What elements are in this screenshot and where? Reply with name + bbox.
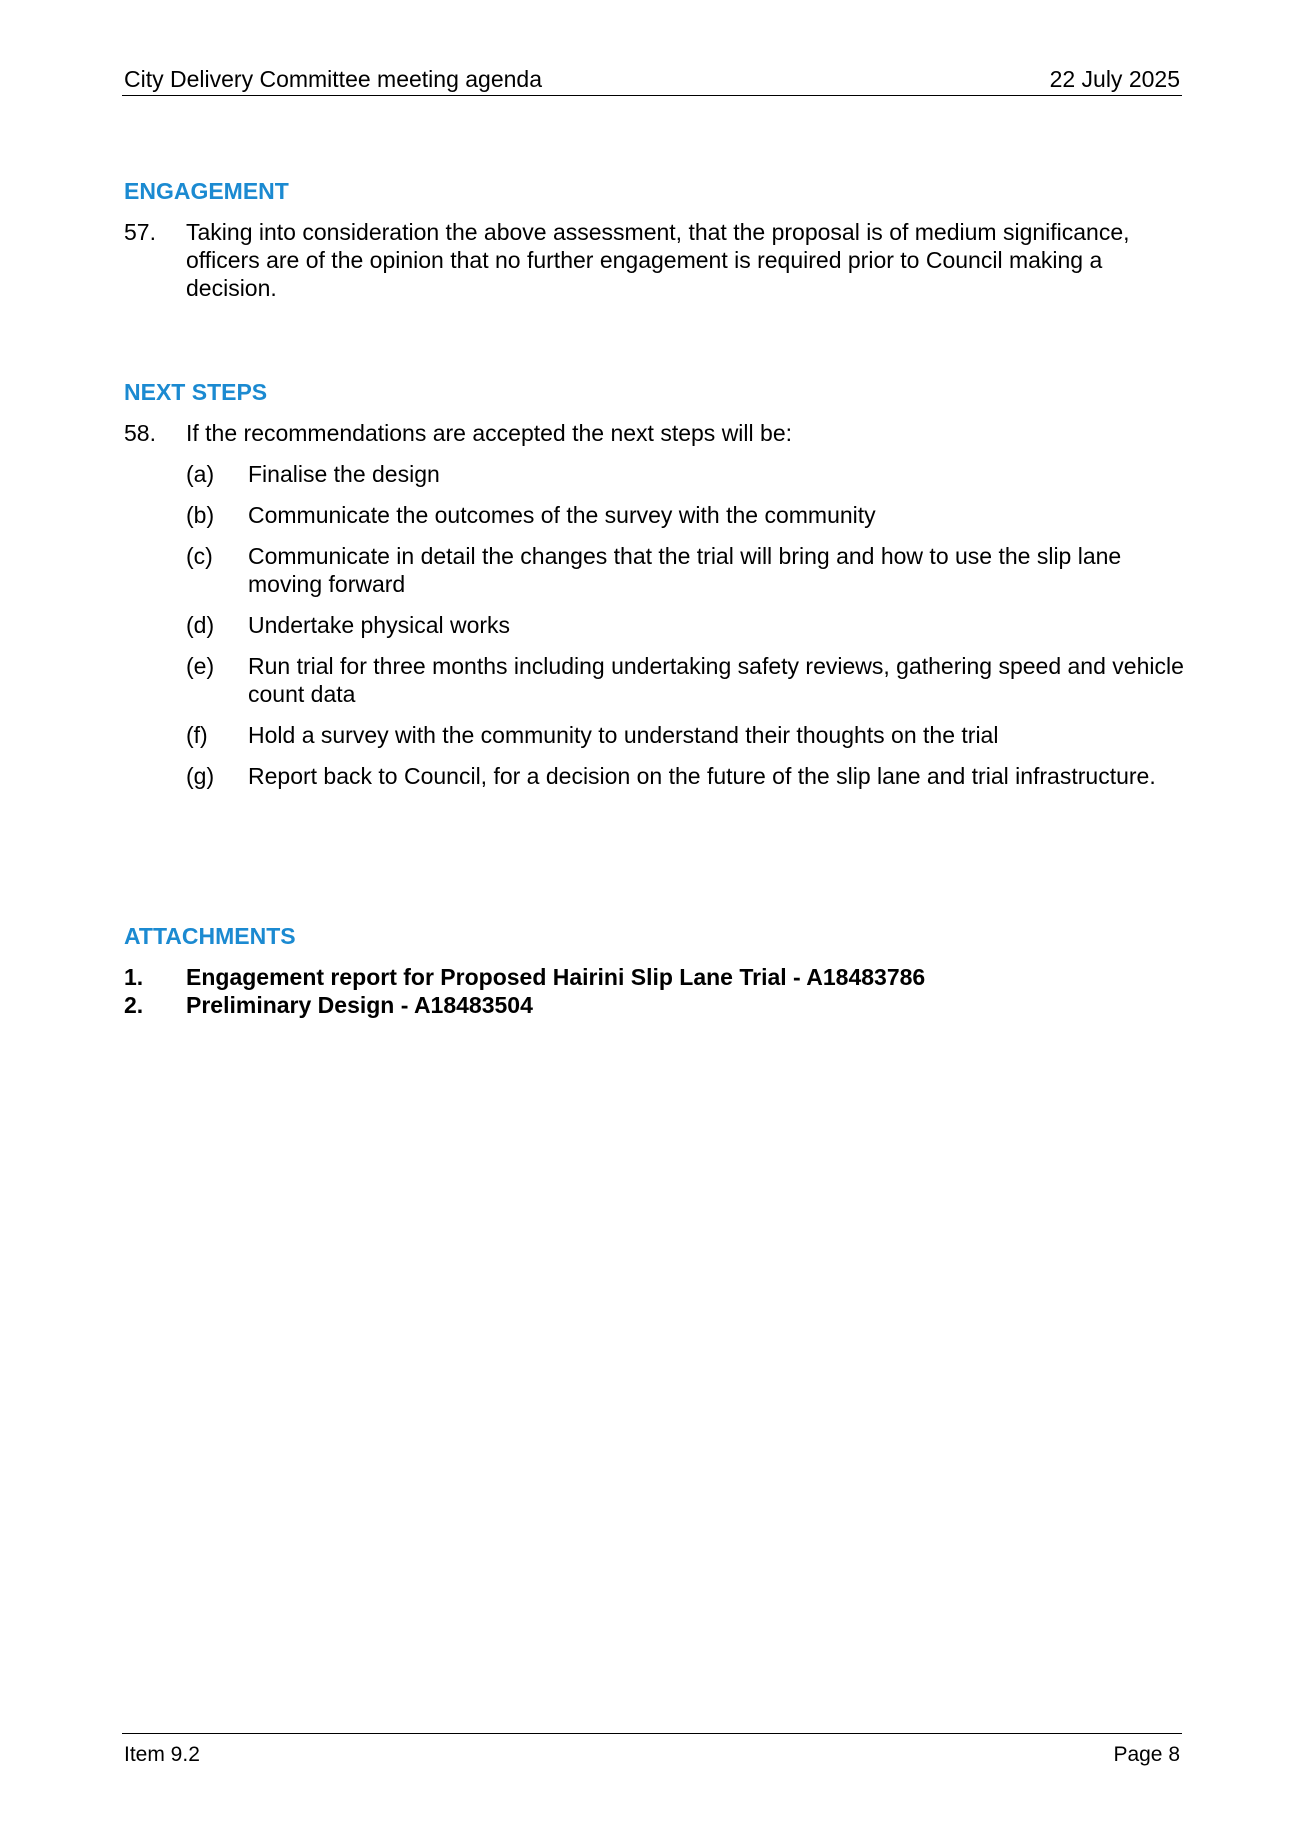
- attachment-title: Engagement report for Proposed Hairini Slip Lane Trial - A18483786: [186, 964, 926, 990]
- attachment-number: 2.: [124, 992, 144, 1018]
- item-number: Item 9.2: [124, 1743, 200, 1766]
- list-item-label: (a): [186, 461, 215, 487]
- page-number: Page 8: [1113, 1743, 1180, 1766]
- attachment-title: Preliminary Design - A18483504: [186, 992, 533, 1018]
- document-title: City Delivery Committee meeting agenda: [124, 66, 543, 92]
- paragraph-text: Taking into consideration the above assessment, that the proposal is of medium significance, officers are of the opinion that no further engagement is required prior to Council making a decision.: [186, 219, 1130, 301]
- list-item-text: Finalise the design: [248, 461, 440, 487]
- list-item-label: (b): [186, 502, 215, 528]
- list-item-label: (e): [186, 653, 215, 679]
- list-item-label: (g): [186, 763, 215, 789]
- attachments-heading: ATTACHMENTS: [124, 923, 296, 949]
- meeting-date: 22 July 2025: [1049, 66, 1180, 92]
- paragraph-number: 57.: [124, 219, 156, 245]
- list-item-label: (f): [186, 722, 208, 748]
- list-item-label: (c): [186, 543, 213, 569]
- paragraph-number: 58.: [124, 420, 156, 446]
- header-divider: [122, 95, 1182, 96]
- list-item-text: Hold a survey with the community to understand their thoughts on the trial: [248, 722, 999, 748]
- footer-divider: [122, 1733, 1182, 1734]
- list-item-text: Communicate in detail the changes that the trial will bring and how to use the slip lane moving forward: [248, 543, 1122, 597]
- engagement-heading: ENGAGEMENT: [124, 178, 289, 204]
- list-item-text: Communicate the outcomes of the survey with the community: [248, 502, 876, 528]
- list-item-text: Run trial for three months including undertaking safety reviews, gathering speed and vehicle count data: [248, 653, 1184, 707]
- paragraph-text: If the recommendations are accepted the next steps will be:: [186, 420, 792, 446]
- list-item-label: (d): [186, 612, 215, 638]
- page-header: [124, 64, 1180, 94]
- attachment-number: 1.: [124, 964, 144, 990]
- next-steps-heading: NEXT STEPS: [124, 379, 268, 405]
- list-item-text: Undertake physical works: [248, 612, 511, 638]
- page-footer: [124, 1741, 1180, 1769]
- list-item-text: Report back to Council, for a decision on the future of the slip lane and trial infrastructure.: [248, 763, 1156, 789]
